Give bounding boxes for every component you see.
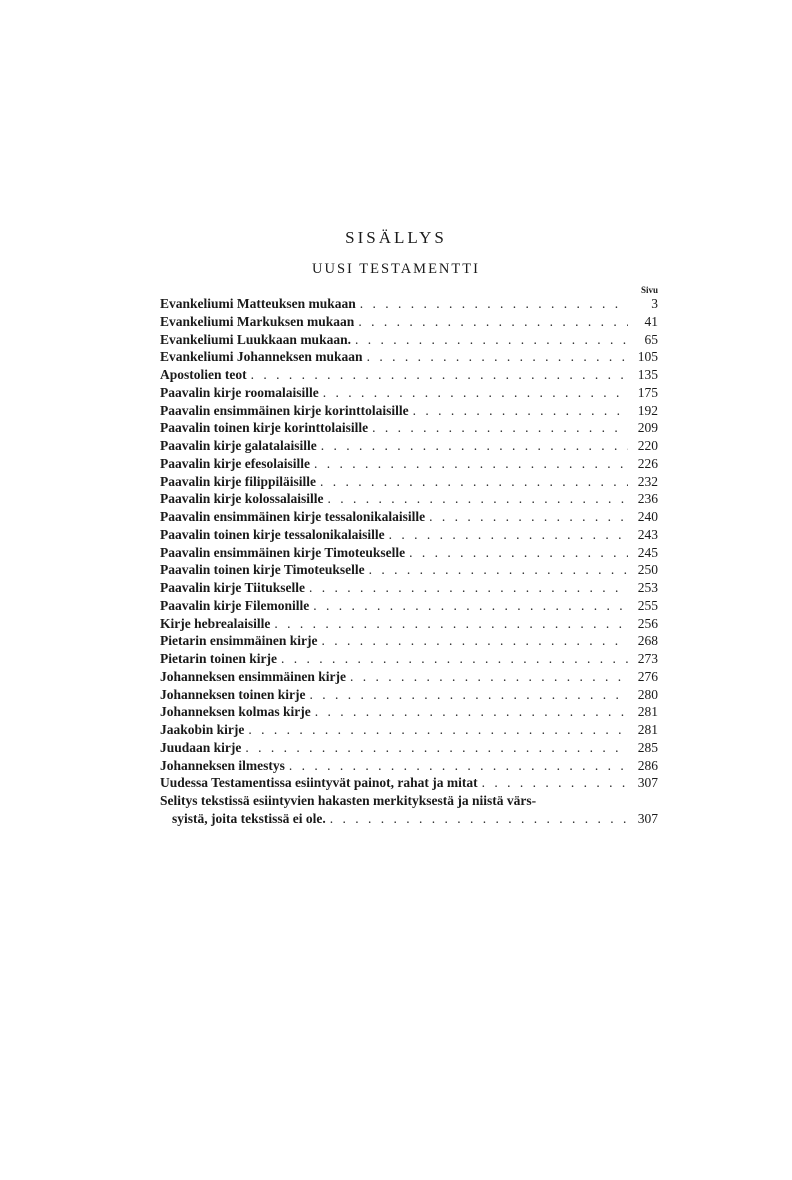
toc-entry-page: 286 <box>637 757 658 773</box>
toc-entry <box>160 561 658 579</box>
toc-entry-last-line1 <box>160 792 658 810</box>
toc-entry-page: 250 <box>637 562 658 578</box>
toc-entry-page: 253 <box>637 580 658 595</box>
toc-entry-label: Paavalin kirje Filemonille <box>160 597 310 613</box>
dot-leader <box>330 810 628 828</box>
toc-entry-label: Paavalin kirje Tiitukselle <box>160 580 306 595</box>
toc-entry-page: 240 <box>637 509 658 524</box>
page-title: SISÄLLYS <box>345 228 447 247</box>
toc-entry-page: 220 <box>637 438 658 453</box>
toc-entry <box>160 774 658 792</box>
toc-entry-label: Evankeliumi Luukkaan mukaan. <box>160 331 351 347</box>
toc-entry-label: Johanneksen kolmas kirje <box>160 704 311 720</box>
dot-leader <box>281 650 628 668</box>
toc-entry <box>160 419 658 437</box>
toc-entry-page: 41 <box>644 313 658 329</box>
dot-leader <box>245 739 628 757</box>
toc-entry-page: 105 <box>637 349 658 365</box>
dot-leader <box>409 544 628 562</box>
dot-leader <box>321 437 628 455</box>
section-subtitle: UUSI TESTAMENTTI <box>312 261 480 277</box>
toc-entry-page: 256 <box>637 615 658 631</box>
page-column-label: Sivu <box>640 285 658 295</box>
toc-entry <box>160 650 658 668</box>
toc-entry-page: 280 <box>637 686 658 702</box>
toc-entry <box>160 668 658 686</box>
toc-entry-page: 281 <box>637 722 658 737</box>
toc-entry <box>160 455 658 473</box>
dot-leader <box>248 721 628 739</box>
toc-entry <box>160 366 658 384</box>
toc-entry <box>160 632 658 650</box>
toc-entry-page: 285 <box>637 739 658 755</box>
dot-leader <box>309 579 628 597</box>
toc-entry-label: Juudaan kirje <box>160 739 242 755</box>
toc-entry-page: 192 <box>637 402 658 418</box>
toc-entry <box>160 490 658 508</box>
toc-entry-page: 307 <box>637 810 658 826</box>
toc-entry <box>160 473 658 491</box>
toc-entry-label: Evankeliumi Markuksen mukaan <box>160 313 355 329</box>
toc-entry-label: Jaakobin kirje <box>160 722 245 737</box>
dot-leader <box>320 473 628 491</box>
toc-entry-page: 268 <box>637 633 658 649</box>
toc-entry-page: 3 <box>651 296 658 311</box>
toc-entry <box>160 739 658 757</box>
toc-entry <box>160 508 658 526</box>
toc-entry-page: 281 <box>637 704 658 720</box>
toc-entry <box>160 331 658 349</box>
toc-entry-page: 65 <box>644 331 658 347</box>
dot-leader <box>289 757 628 775</box>
toc-entry-label: Johanneksen ensimmäinen kirje <box>160 668 347 684</box>
toc-entry-label: Evankeliumi Matteuksen mukaan <box>160 296 356 311</box>
dot-leader <box>251 366 628 384</box>
toc-entry <box>160 295 658 313</box>
toc-entry <box>160 544 658 562</box>
toc-entry-label: Paavalin ensimmäinen kirje Timoteukselle <box>160 544 406 560</box>
toc-entry <box>160 757 658 775</box>
toc-entry <box>160 579 658 597</box>
toc-entry <box>160 313 658 331</box>
toc-entry-label: Paavalin toinen kirje tessalonikalaisille <box>160 526 385 542</box>
toc-entry <box>160 402 658 420</box>
toc-entry-page: 226 <box>637 455 658 471</box>
toc-entry-label: Paavalin ensimmäinen kirje korinttolaisille <box>160 402 409 418</box>
dot-leader <box>323 384 628 402</box>
toc-entry-label: Kirje hebrealaisille <box>160 615 271 631</box>
toc-entry-page: 232 <box>637 473 658 489</box>
dot-leader <box>328 490 628 508</box>
toc-entry-label: Johanneksen ilmestys <box>160 757 285 773</box>
toc-entry-page: 273 <box>637 651 658 666</box>
toc-entry-label: Paavalin kirje roomalaisille <box>160 384 319 400</box>
toc-entry-label: Pietarin toinen kirje <box>160 651 277 666</box>
toc-entry-label: Pietarin ensimmäinen kirje <box>160 633 318 649</box>
toc-entry-label: Selitys tekstissä esiintyvien hakasten merkityksestä ja niistä värs- <box>160 793 537 808</box>
toc-entry-page: 175 <box>637 384 658 400</box>
dot-leader <box>358 313 628 331</box>
toc-entry-page: 135 <box>637 367 658 382</box>
dot-leader <box>350 668 628 686</box>
toc-entry <box>160 597 658 615</box>
toc-entry-label: Apostolien teot <box>160 367 247 382</box>
dot-leader <box>482 774 628 792</box>
toc-entry-page: 245 <box>637 544 658 560</box>
toc-entry-page: 255 <box>637 597 658 613</box>
toc-entry <box>160 384 658 402</box>
dot-leader <box>372 419 628 437</box>
dot-leader <box>413 402 628 420</box>
toc-entry <box>160 721 658 739</box>
toc-entry-label: Paavalin toinen kirje Timoteukselle <box>160 562 365 578</box>
table-of-contents <box>160 295 658 828</box>
dot-leader <box>314 455 628 473</box>
dot-leader <box>315 703 628 721</box>
toc-entry-page: 209 <box>637 420 658 436</box>
dot-leader <box>310 686 628 704</box>
toc-entry-label: Uudessa Testamentissa esiintyvät painot, rahat ja mitat <box>160 775 478 791</box>
toc-entry-page: 243 <box>637 526 658 542</box>
dot-leader <box>274 615 628 633</box>
toc-entry <box>160 526 658 544</box>
toc-entry <box>160 615 658 633</box>
dot-leader <box>355 331 628 349</box>
dot-leader <box>429 508 628 526</box>
toc-entry-last-line2 <box>160 810 658 828</box>
toc-entry-page: 236 <box>637 491 658 507</box>
toc-entry-page: 276 <box>637 668 658 684</box>
dot-leader <box>389 526 628 544</box>
toc-entry-label: Johanneksen toinen kirje <box>160 686 306 702</box>
toc-entry <box>160 703 658 721</box>
dot-leader <box>360 295 628 313</box>
toc-entry-label: Paavalin kirje filippiläisille <box>160 473 317 489</box>
dot-leader <box>321 632 628 650</box>
toc-entry <box>160 437 658 455</box>
dot-leader <box>369 561 628 579</box>
toc-entry <box>160 686 658 704</box>
toc-entry-label: Paavalin kirje efesolaisille <box>160 455 310 471</box>
toc-entry-label: syistä, joita tekstissä ei ole. <box>172 810 326 826</box>
dot-leader <box>367 348 628 366</box>
toc-entry-label: Paavalin ensimmäinen kirje tessalonikalaisille <box>160 509 426 524</box>
toc-entry-label: Evankeliumi Johanneksen mukaan <box>160 349 363 365</box>
toc-entry-label: Paavalin toinen kirje korinttolaisille <box>160 420 369 436</box>
toc-entry <box>160 348 658 366</box>
dot-leader <box>313 597 628 615</box>
toc-entry-page: 307 <box>637 775 658 791</box>
toc-entry-label: Paavalin kirje galatalaisille <box>160 438 317 453</box>
toc-entry-label: Paavalin kirje kolossalaisille <box>160 491 324 507</box>
